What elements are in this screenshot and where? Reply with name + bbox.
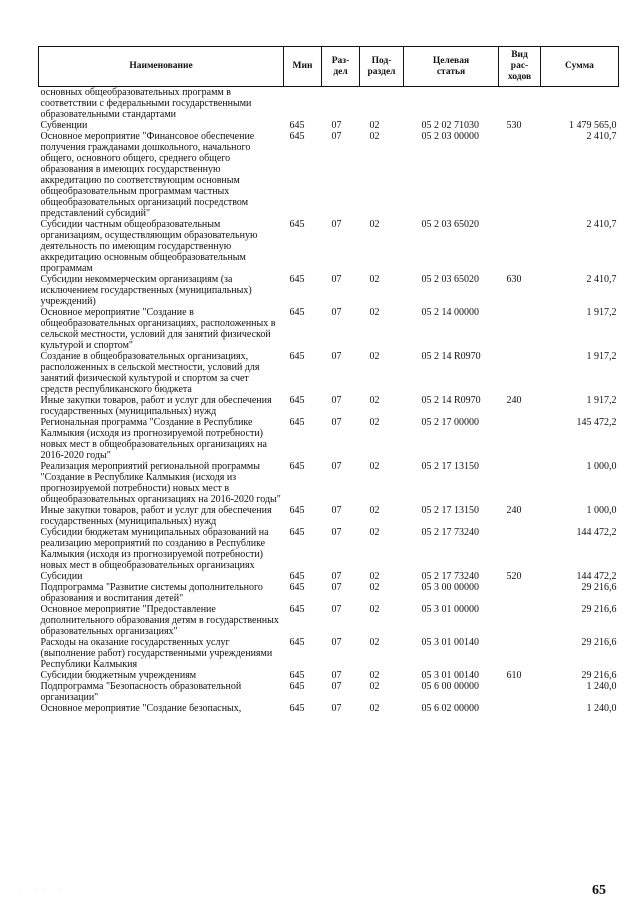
cell-name: Субсидии бюджетным учреждениям bbox=[40, 670, 197, 681]
cell-min: 645 bbox=[289, 670, 305, 681]
table-row bbox=[39, 274, 619, 307]
cell-prz bbox=[360, 87, 404, 121]
table-row bbox=[39, 395, 619, 417]
cell-sum: 1 240,0 bbox=[586, 681, 617, 692]
cell-name: Субсидии частным общеобразовательным организациям, осуществляющим образовательную деятельность по имеющим государственную аккредитацию основным общеобразовательным программам bbox=[40, 219, 258, 274]
table-row bbox=[39, 681, 619, 703]
cell-prz: 02 bbox=[369, 670, 380, 681]
cell-vr bbox=[499, 681, 541, 703]
cell-name: Подпрограмма "Безопасность образовательной организации" bbox=[40, 681, 242, 703]
cell-prz: 02 bbox=[369, 505, 380, 516]
cell-prz: 02 bbox=[369, 395, 380, 406]
cell-sum: 1 917,2 bbox=[586, 395, 617, 406]
cell-rz: 07 bbox=[331, 681, 342, 692]
cell-name: Субсидии bbox=[40, 571, 83, 582]
cell-sum bbox=[541, 87, 619, 121]
cell-vr: 520 bbox=[506, 571, 522, 582]
cell-vr bbox=[499, 604, 541, 637]
table-row bbox=[39, 670, 619, 681]
cell-min: 645 bbox=[289, 274, 305, 285]
cell-rz: 07 bbox=[331, 120, 342, 131]
header-tselevaya: Целевая статья bbox=[404, 47, 499, 87]
header-podrazdel: Под- раздел bbox=[360, 47, 404, 87]
cell-vr bbox=[499, 219, 541, 274]
cell-vr bbox=[499, 307, 541, 351]
scan-margin-marks: · ·· · bbox=[20, 886, 67, 892]
cell-ts: 05 2 17 13150 bbox=[421, 461, 479, 472]
cell-rz: 07 bbox=[331, 395, 342, 406]
table-row bbox=[39, 131, 619, 219]
cell-rz: 07 bbox=[331, 219, 342, 230]
table-row bbox=[39, 604, 619, 637]
cell-prz: 02 bbox=[369, 582, 380, 593]
cell-vr: 530 bbox=[506, 120, 522, 131]
header-min: Мин bbox=[284, 47, 322, 87]
cell-min: 645 bbox=[289, 582, 305, 593]
table-body bbox=[39, 87, 619, 715]
table-row bbox=[39, 703, 619, 714]
cell-vr bbox=[499, 703, 541, 714]
cell-ts: 05 2 17 73240 bbox=[421, 571, 479, 582]
cell-rz: 07 bbox=[331, 505, 342, 516]
table-row bbox=[39, 461, 619, 505]
cell-sum: 2 410,7 bbox=[586, 274, 617, 285]
cell-min: 645 bbox=[289, 527, 305, 538]
cell-min bbox=[284, 87, 322, 121]
cell-prz: 02 bbox=[369, 219, 380, 230]
cell-prz: 02 bbox=[369, 527, 380, 538]
cell-prz: 02 bbox=[369, 274, 380, 285]
cell-rz: 07 bbox=[331, 461, 342, 472]
cell-sum: 29 216,6 bbox=[581, 637, 617, 648]
cell-name: Иные закупки товаров, работ и услуг для обеспечения государственных (муниципальных) нужд bbox=[40, 395, 272, 417]
cell-ts: 05 2 17 73240 bbox=[421, 527, 479, 538]
cell-min: 645 bbox=[289, 571, 305, 582]
cell-prz: 02 bbox=[369, 637, 380, 648]
cell-sum: 29 216,6 bbox=[581, 604, 617, 615]
table-row bbox=[39, 637, 619, 670]
cell-rz: 07 bbox=[331, 703, 342, 714]
table-row bbox=[39, 571, 619, 582]
table-row bbox=[39, 527, 619, 571]
table-row bbox=[39, 307, 619, 351]
cell-min: 645 bbox=[289, 307, 305, 318]
cell-sum: 2 410,7 bbox=[586, 131, 617, 142]
cell-rz: 07 bbox=[331, 637, 342, 648]
cell-name: Расходы на оказание государственных услуг (выполнение работ) государственными учреждениями Республики Калмыкия bbox=[40, 637, 273, 670]
cell-prz: 02 bbox=[369, 351, 380, 362]
cell-name: Субсидии бюджетам муниципальных образований на реализацию мероприятий по созданию в Республике Калмыкия (исходя из прогнозируемой потребности) новых мест в общеобразовательных организациях bbox=[40, 527, 269, 571]
cell-min: 645 bbox=[289, 681, 305, 692]
cell-sum: 1 917,2 bbox=[586, 351, 617, 362]
header-razdel: Раз- дел bbox=[322, 47, 360, 87]
cell-ts: 05 6 02 00000 bbox=[421, 703, 479, 714]
cell-prz: 02 bbox=[369, 417, 380, 428]
cell-vr bbox=[499, 527, 541, 571]
cell-vr bbox=[499, 417, 541, 461]
cell-rz: 07 bbox=[331, 351, 342, 362]
cell-vr bbox=[499, 131, 541, 219]
cell-sum: 1 240,0 bbox=[586, 703, 617, 714]
cell-ts bbox=[404, 87, 499, 121]
table-row bbox=[39, 219, 619, 274]
cell-min: 645 bbox=[289, 604, 305, 615]
cell-ts: 05 3 01 00140 bbox=[421, 670, 479, 681]
cell-ts: 05 3 01 00140 bbox=[421, 637, 479, 648]
cell-min: 645 bbox=[289, 351, 305, 362]
cell-sum: 144 472,2 bbox=[576, 527, 617, 538]
cell-min: 645 bbox=[289, 461, 305, 472]
cell-min: 645 bbox=[289, 395, 305, 406]
cell-sum: 144 472,2 bbox=[576, 571, 617, 582]
cell-min: 645 bbox=[289, 131, 305, 142]
cell-min: 645 bbox=[289, 417, 305, 428]
cell-prz: 02 bbox=[369, 681, 380, 692]
cell-vr bbox=[499, 637, 541, 670]
header-name: Наименование bbox=[39, 47, 284, 87]
cell-rz: 07 bbox=[331, 307, 342, 318]
cell-rz: 07 bbox=[331, 670, 342, 681]
cell-name: Основное мероприятие "Создание в общеобразовательных организациях, расположенных в сельской местности, условий для занятий физической культурой и спортом" bbox=[40, 307, 276, 351]
cell-vr bbox=[499, 461, 541, 505]
budget-table bbox=[38, 46, 619, 714]
cell-prz: 02 bbox=[369, 571, 380, 582]
header-summa: Сумма bbox=[541, 47, 619, 87]
cell-vr bbox=[499, 87, 541, 121]
cell-rz: 07 bbox=[331, 582, 342, 593]
cell-rz: 07 bbox=[331, 527, 342, 538]
cell-vr: 610 bbox=[506, 670, 522, 681]
cell-prz: 02 bbox=[369, 604, 380, 615]
cell-ts: 05 2 14 R0970 bbox=[421, 395, 481, 406]
cell-rz bbox=[322, 87, 360, 121]
cell-ts: 05 2 17 13150 bbox=[421, 505, 479, 516]
table-header bbox=[39, 47, 619, 87]
cell-prz: 02 bbox=[369, 131, 380, 142]
table-row bbox=[39, 87, 619, 121]
cell-prz: 02 bbox=[369, 461, 380, 472]
cell-rz: 07 bbox=[331, 274, 342, 285]
cell-ts: 05 2 03 65020 bbox=[421, 219, 479, 230]
cell-vr: 240 bbox=[506, 505, 522, 516]
cell-name: Реализация мероприятий региональной программы "Создание в Республике Калмыкия (исходя из прогнозируемой потребности) новых мест в общеобразовательных организациях на 2016-2020 годы" bbox=[40, 461, 281, 505]
table-row bbox=[39, 351, 619, 395]
table-row bbox=[39, 582, 619, 604]
cell-vr bbox=[499, 582, 541, 604]
cell-min: 645 bbox=[289, 505, 305, 516]
cell-vr bbox=[499, 351, 541, 395]
cell-sum: 1 000,0 bbox=[586, 461, 617, 472]
table-row bbox=[39, 417, 619, 461]
cell-min: 645 bbox=[289, 637, 305, 648]
cell-prz: 02 bbox=[369, 307, 380, 318]
cell-name: Основное мероприятие "Предоставление дополнительного образования детям в государственных образовательных организациях" bbox=[40, 604, 279, 637]
cell-name: Региональная программа "Создание в Республике Калмыкия (исходя из прогнозируемой потребности) новых мест в общеобразовательных организациях на 2016-2020 годы" bbox=[40, 417, 267, 461]
cell-min: 645 bbox=[289, 120, 305, 131]
table-row bbox=[39, 505, 619, 527]
table-row bbox=[39, 120, 619, 131]
cell-rz: 07 bbox=[331, 571, 342, 582]
cell-sum: 145 472,2 bbox=[576, 417, 617, 428]
cell-name: Основное мероприятие "Финансовое обеспечение получения гражданами дошкольного, начального общего, основного общего, среднего общего образования в имеющих государственную аккредитацию по соответствующим основным общеобразовательным программам частных общеобразовательных организаций посредством представлений субсидий" bbox=[40, 131, 255, 219]
cell-rz: 07 bbox=[331, 417, 342, 428]
cell-vr: 630 bbox=[506, 274, 522, 285]
cell-ts: 05 3 00 00000 bbox=[421, 582, 479, 593]
cell-sum: 1 479 565,0 bbox=[569, 120, 617, 131]
cell-min: 645 bbox=[289, 703, 305, 714]
cell-sum: 29 216,6 bbox=[581, 670, 617, 681]
cell-ts: 05 3 01 00000 bbox=[421, 604, 479, 615]
cell-sum: 1 917,2 bbox=[586, 307, 617, 318]
cell-name: Иные закупки товаров, работ и услуг для обеспечения государственных (муниципальных) нужд bbox=[40, 505, 272, 527]
cell-name: Субвенции bbox=[40, 120, 88, 131]
cell-rz: 07 bbox=[331, 131, 342, 142]
cell-prz: 02 bbox=[369, 120, 380, 131]
cell-rz: 07 bbox=[331, 604, 342, 615]
cell-vr: 240 bbox=[506, 395, 522, 406]
cell-name: Субсидии некоммерческим организациям (за исключением государственных (муниципальных) учреждений) bbox=[40, 274, 252, 307]
cell-sum: 2 410,7 bbox=[586, 219, 617, 230]
header-vid: Вид рас- ходов bbox=[499, 47, 541, 87]
cell-name: Подпрограмма "Развитие системы дополнительного образования и воспитания детей" bbox=[40, 582, 263, 604]
cell-ts: 05 2 14 R0970 bbox=[421, 351, 481, 362]
page-number: 65 bbox=[592, 883, 606, 898]
cell-ts: 05 2 14 00000 bbox=[421, 307, 479, 318]
cell-sum: 1 000,0 bbox=[586, 505, 617, 516]
cell-ts: 05 2 02 71030 bbox=[421, 120, 479, 131]
cell-ts: 05 2 03 00000 bbox=[421, 131, 479, 142]
cell-prz: 02 bbox=[369, 703, 380, 714]
cell-sum: 29 216,6 bbox=[581, 582, 617, 593]
cell-name: Создание в общеобразовательных организациях, расположенных в сельской местности, условий для занятий физической культурой и спортом за счет средств республиканского бюджета bbox=[40, 351, 260, 395]
cell-ts: 05 2 03 65020 bbox=[421, 274, 479, 285]
cell-ts: 05 2 17 00000 bbox=[421, 417, 479, 428]
cell-name: основных общеобразовательных программ в соответствии с федеральными государственными образовательными стандартами bbox=[40, 87, 252, 120]
cell-name: Основное мероприятие "Создание безопасных, bbox=[40, 703, 242, 714]
cell-min: 645 bbox=[289, 219, 305, 230]
cell-ts: 05 6 00 00000 bbox=[421, 681, 479, 692]
